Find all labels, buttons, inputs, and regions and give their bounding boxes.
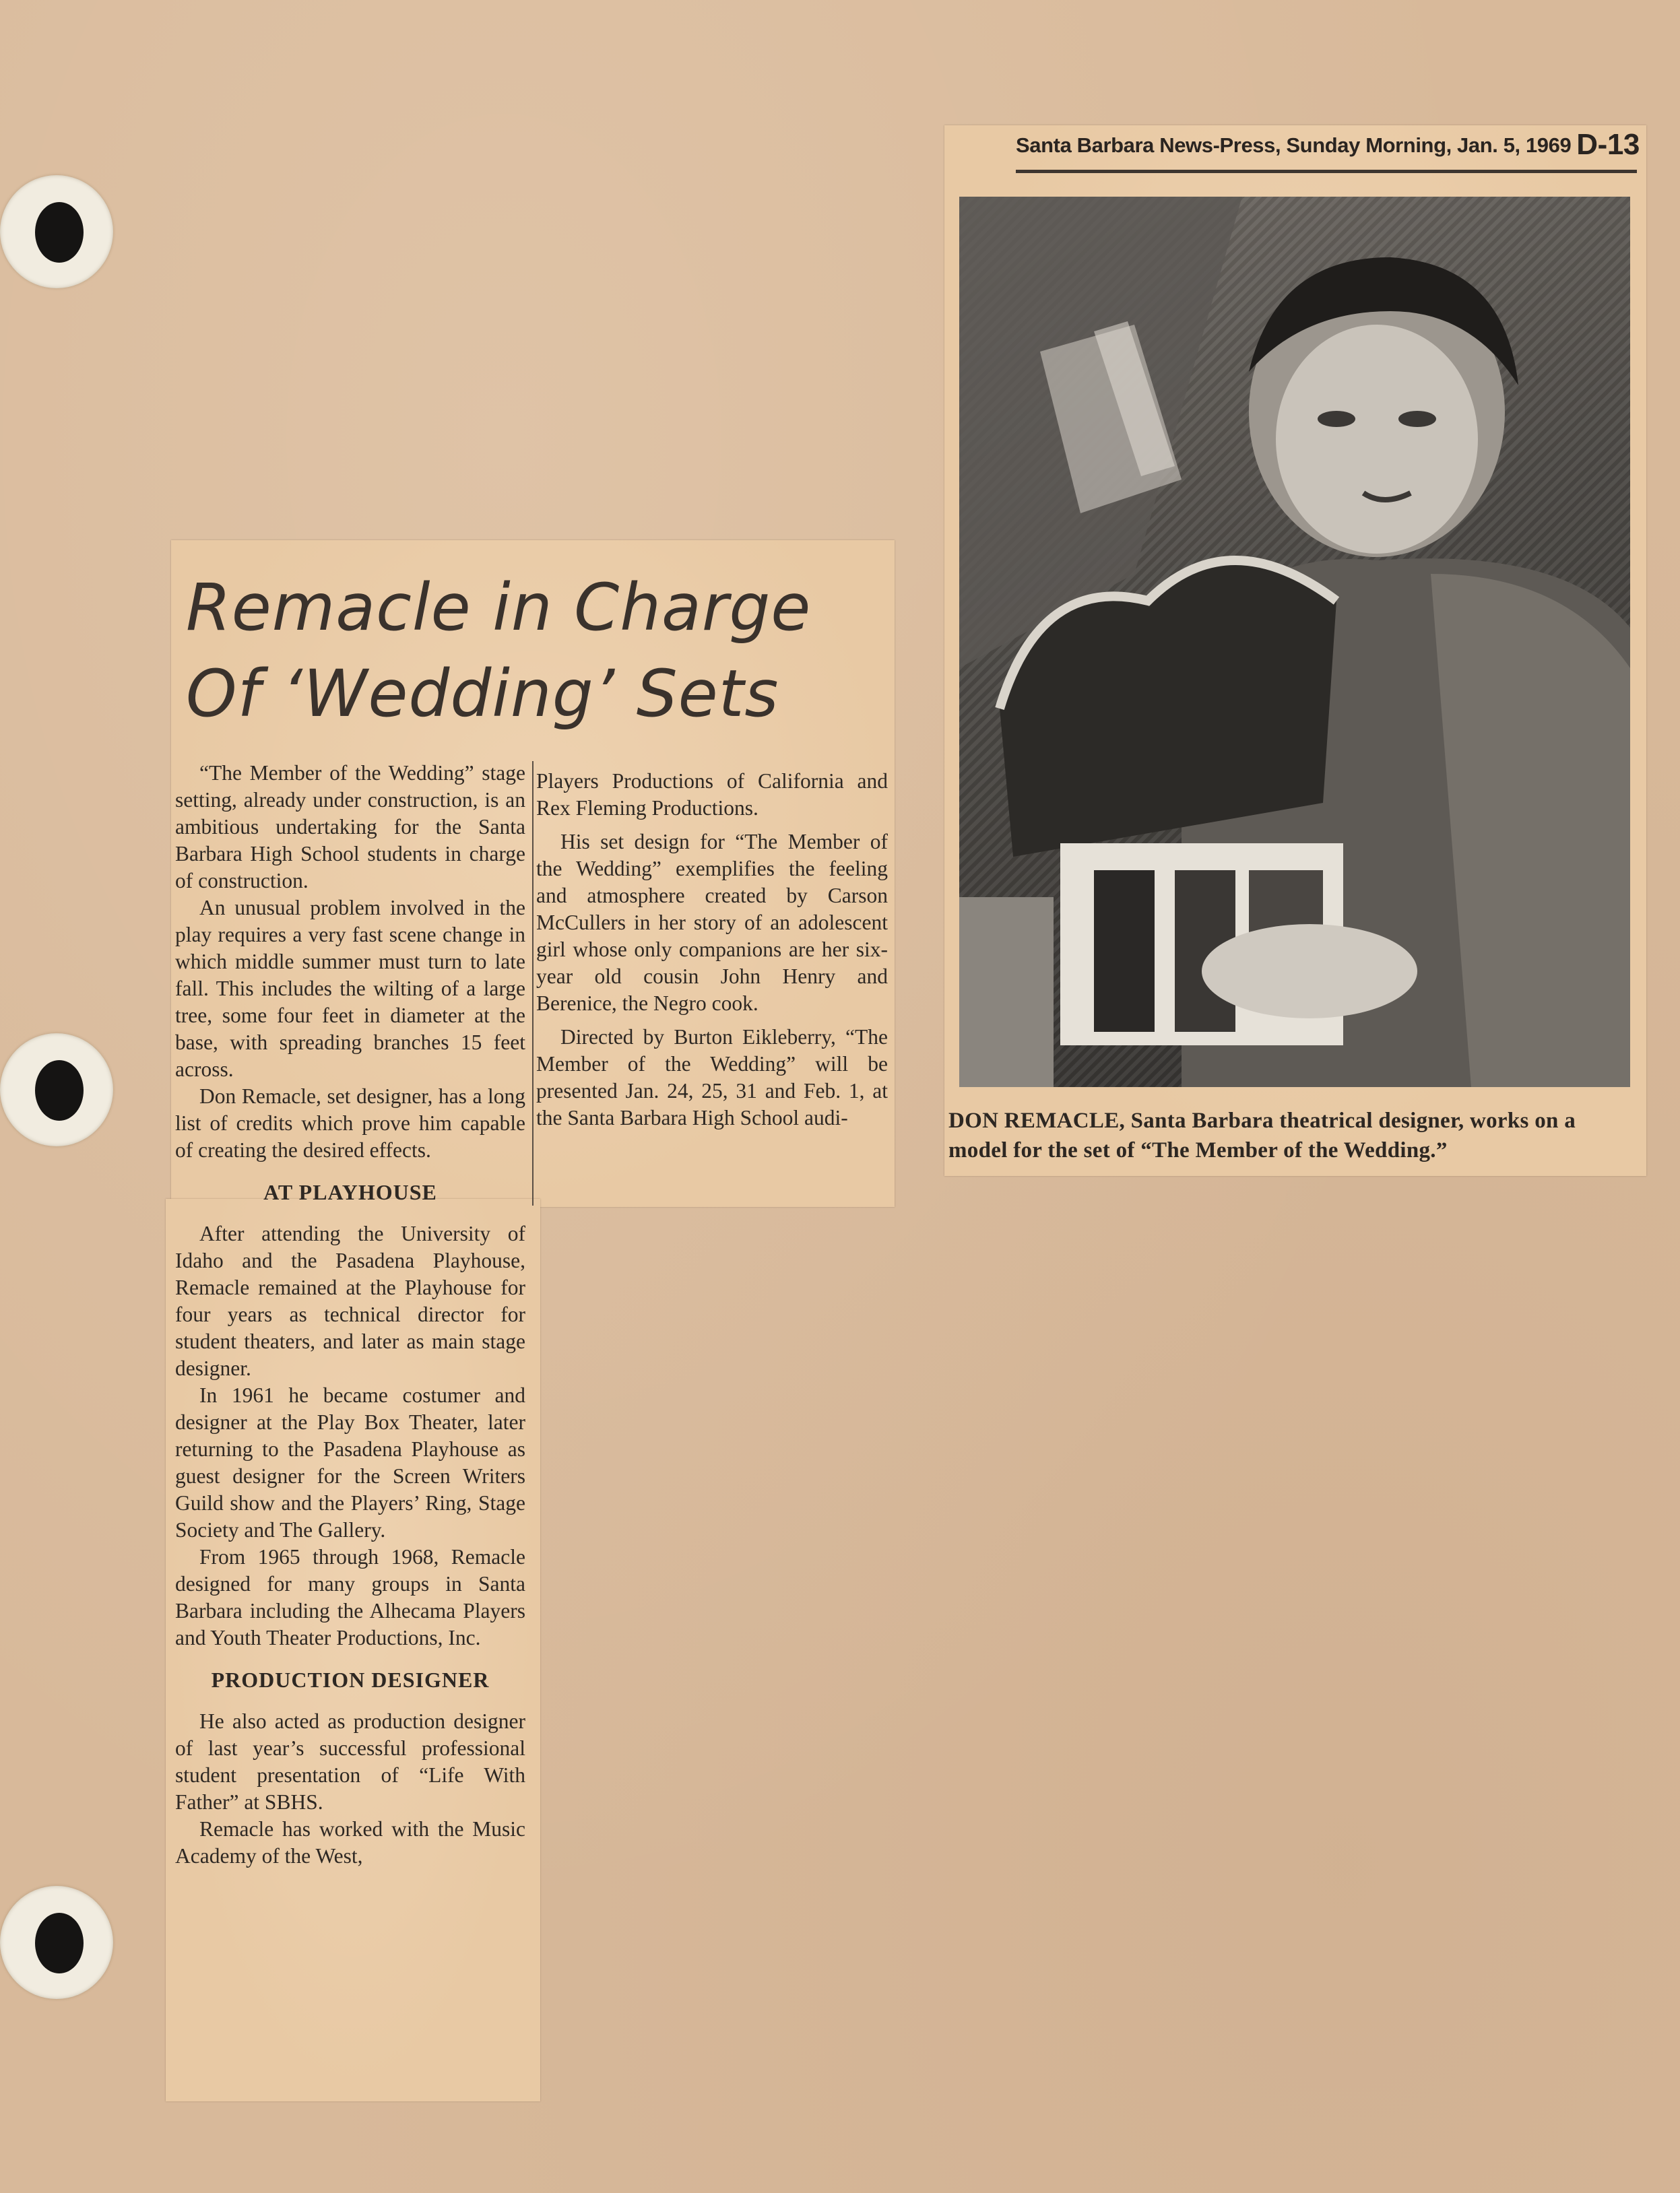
paragraph: Don Remacle, set designer, has a long list of credits which prove him capable of creating the desired effects.: [175, 1084, 525, 1162]
hole-punch: [35, 1913, 84, 1973]
paragraph: He also acted as production designer of last year’s successful professional student presentation of “Life With Father” at SBHS.: [175, 1709, 525, 1814]
headline-line-1: Remacle in Charge: [186, 570, 812, 645]
binder-hole-middle: [0, 1033, 113, 1146]
paragraph: Remacle has worked with the Music Academy of the West,: [175, 1817, 525, 1868]
subhead-at-playhouse: AT PLAYHOUSE: [263, 1180, 437, 1204]
newspaper-masthead: [1016, 128, 1649, 166]
paragraph: From 1965 through 1968, Remacle designed for many groups in Santa Barbara including the Alhecama Players and Youth Theater Productions, Inc.: [175, 1545, 525, 1649]
paragraph: Directed by Burton Eikleberry, “The Member of the Wedding” will be presented Jan. 24, 25, 31 and Feb. 1, at the Santa Barbara High School audi-: [536, 1025, 888, 1130]
paragraph: His set design for “The Member of the Wedding” exemplifies the feeling and atmosphere created by Carson McCullers in her story of an adolescent girl whose only companions are her six-year old cousin John Henry and Berenice, the Negro cook.: [536, 830, 888, 1015]
paragraph: An unusual problem involved in the play requires a very fast scene change in which middle summer must turn to late fall. This includes the wilting of a large tree, some four feet in diameter at the base, with spreading branches 15 feet across.: [175, 896, 525, 1081]
article-column-1: [175, 760, 525, 1870]
photo-caption: DON REMACLE, Santa Barbara theatrical designer, works on a model for the set of “The Member of the Wedding.”: [948, 1109, 1576, 1163]
hole-punch: [35, 202, 84, 263]
masthead-text: Santa Barbara News-Press, Sunday Morning, Jan. 5, 1969: [1016, 133, 1572, 157]
headline-line-2: Of ‘Wedding’ Sets: [186, 656, 779, 731]
subhead-production-designer: PRODUCTION DESIGNER: [211, 1668, 490, 1692]
masthead-rule: [1016, 170, 1637, 173]
photo-image: [959, 197, 1630, 1087]
paragraph: In 1961 he became costumer and designer at the Play Box Theater, later returning to the Pasadena Playhouse as guest designer for the Screen Writers Guild show and the Players’ Ring, Stage Society and The Gallery.: [175, 1383, 525, 1542]
hole-punch: [35, 1060, 84, 1121]
paragraph: Players Productions of California and Rex Fleming Productions.: [536, 769, 888, 820]
binder-hole-top: [0, 175, 113, 288]
page-number: D-13: [1576, 128, 1640, 161]
column-divider: [532, 761, 534, 1206]
article-column-2: [536, 768, 888, 1132]
photo-don-remacle: [959, 197, 1630, 1087]
binder-hole-bottom: [0, 1886, 113, 1999]
paragraph: After attending the University of Idaho and the Pasadena Playhouse, Remacle remained at the Playhouse for four years as technical director for student theaters, and later as main stage designer.: [175, 1222, 525, 1380]
article-headline: [186, 564, 886, 737]
paragraph: “The Member of the Wedding” stage setting, already under construction, is an ambitious undertaking for the Santa Barbara High School students in charge of construction.: [175, 761, 525, 892]
